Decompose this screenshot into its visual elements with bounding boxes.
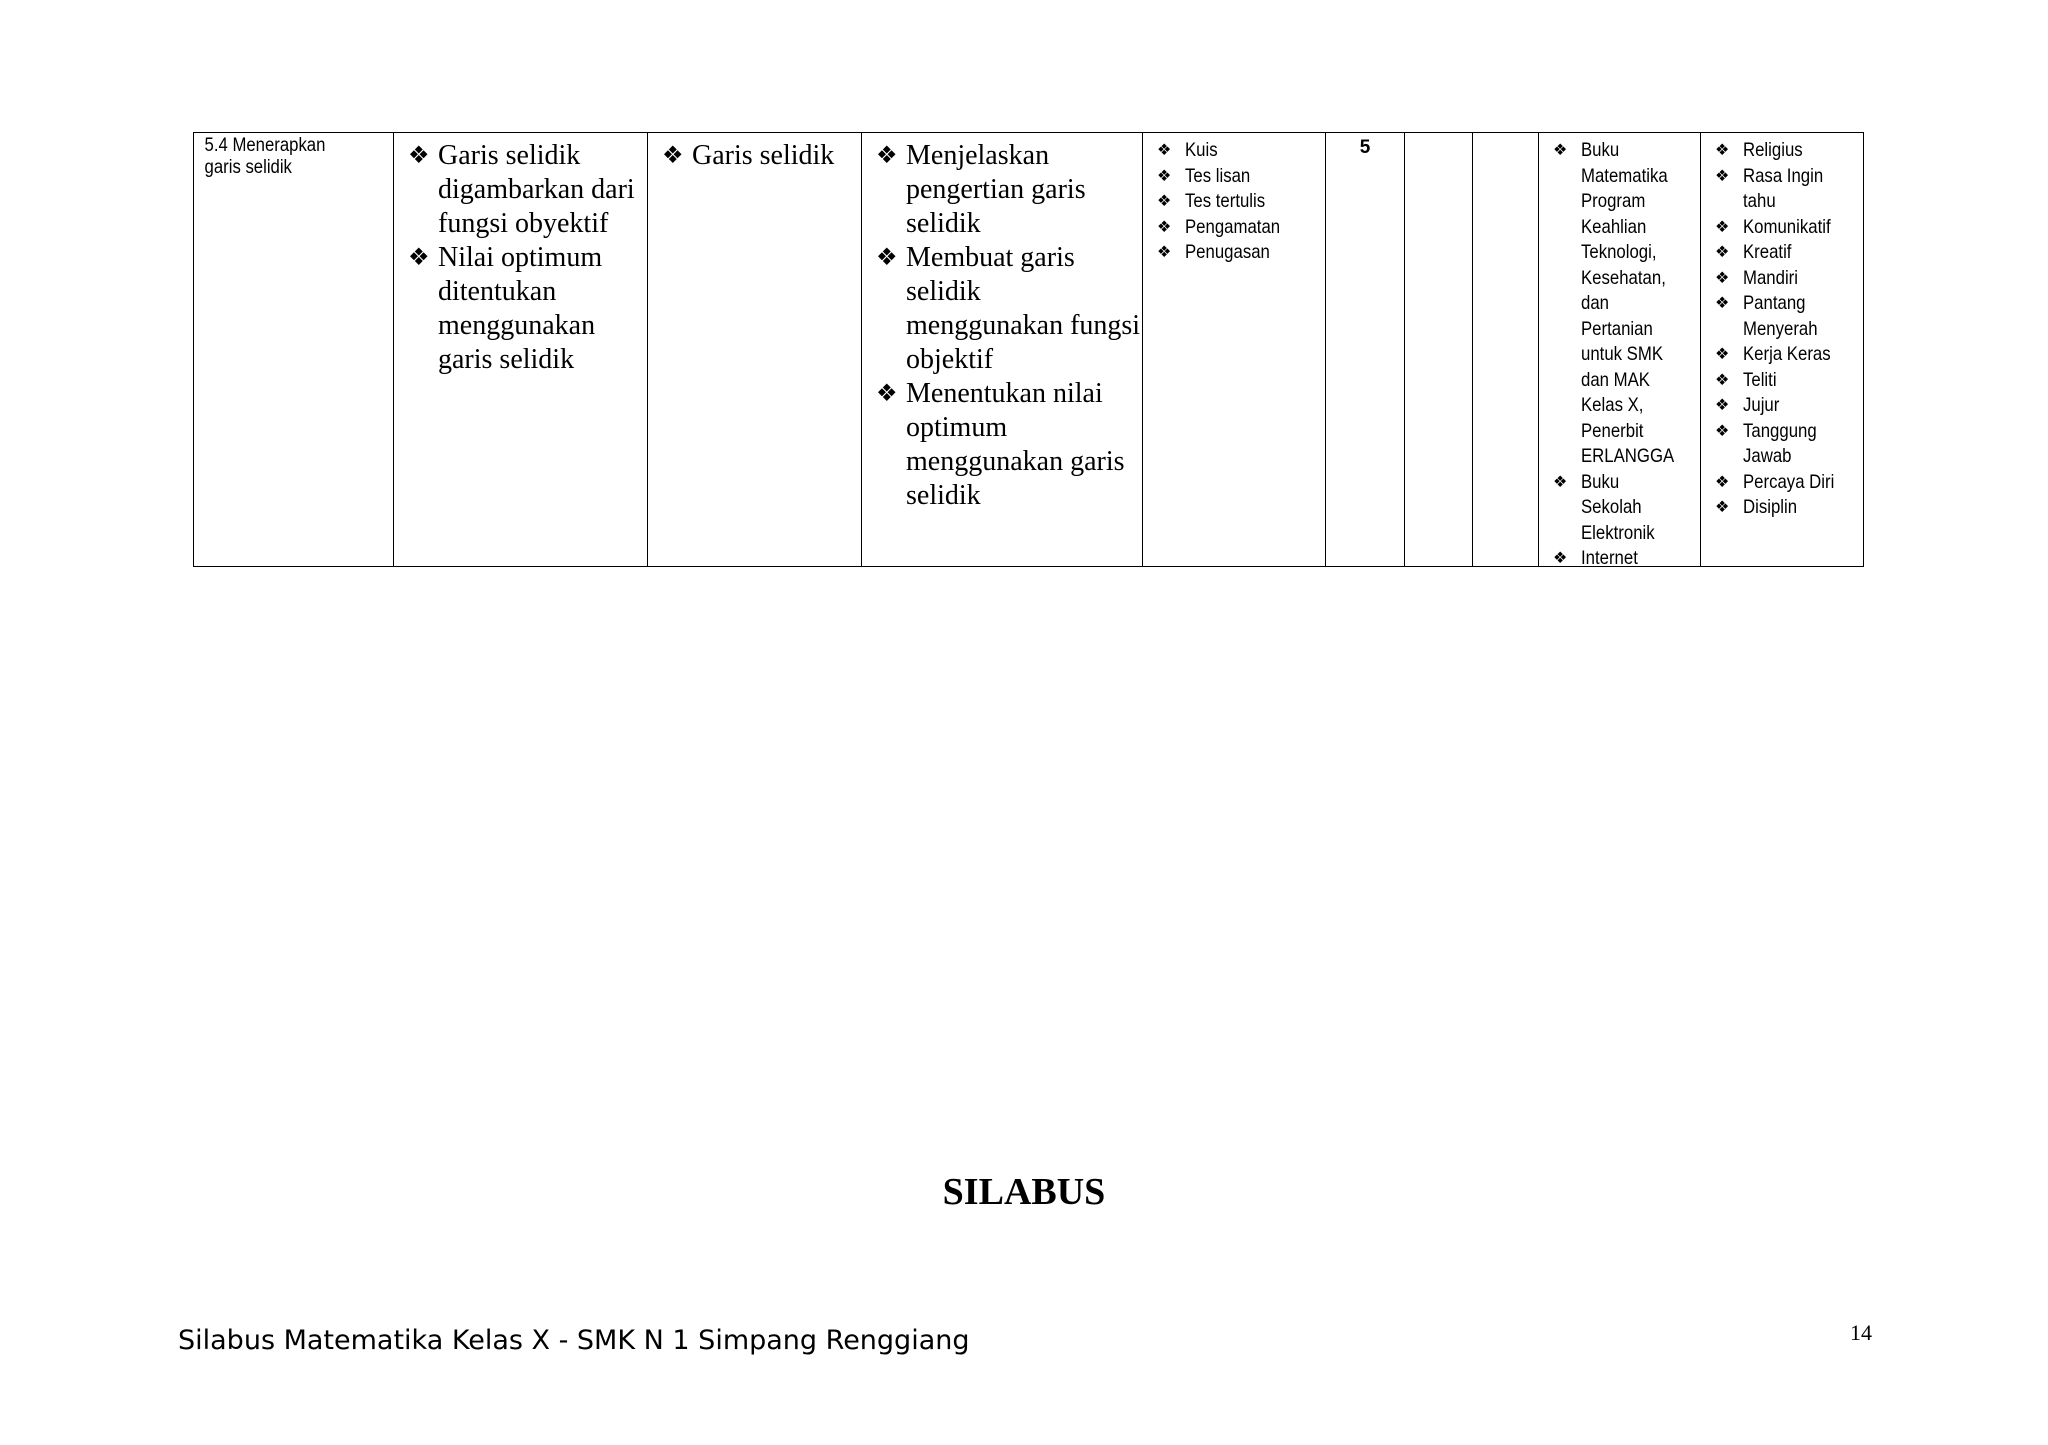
footer-text: Silabus Matematika Kelas X - SMK N 1 Simpang Renggiang <box>178 1325 970 1356</box>
sumber-belajar-cell <box>1539 133 1701 567</box>
kegiatan-list <box>862 139 1142 513</box>
diamond-bullet-icon: ❖ <box>1715 499 1730 516</box>
kegiatan-cell <box>862 133 1143 567</box>
list-item: ❖ Nilai optimum ditentukan menggunakan garis selidik <box>408 242 603 375</box>
diamond-bullet-icon: ❖ <box>1715 295 1730 312</box>
diamond-bullet-icon: ❖ <box>1715 346 1730 363</box>
list-item: ❖ Percaya Diri <box>1715 470 1863 496</box>
alokasi-waktu-cell <box>1326 133 1405 567</box>
list-item: ❖ Garis selidik digambarkan dari fungsi obyektif <box>408 140 635 239</box>
list-item: ❖ Kreatif <box>1715 240 1863 266</box>
diamond-bullet-icon: ❖ <box>1715 244 1730 261</box>
table-row <box>194 133 1864 567</box>
list-item: ❖ Internet <box>1553 546 1700 566</box>
diamond-bullet-icon: ❖ <box>1715 269 1730 287</box>
list-item: ❖ Komunikatif <box>1715 215 1863 241</box>
diamond-bullet-icon: ❖ <box>876 381 898 407</box>
diamond-bullet-icon: ❖ <box>1157 244 1172 261</box>
list-item: ❖ Religius <box>1715 138 1863 164</box>
materi-cell <box>648 133 862 567</box>
list-item: ❖ Tes tertulis <box>1157 189 1325 215</box>
list-item: ❖ Tanggung Jawab <box>1715 419 1817 467</box>
list-item: ❖ Garis selidik <box>662 140 835 171</box>
list-item: ❖ Kuis <box>1157 138 1325 164</box>
diamond-bullet-icon: ❖ <box>1715 167 1730 185</box>
page-title: SILABUS <box>942 1171 1106 1213</box>
diamond-bullet-icon: ❖ <box>1715 142 1730 159</box>
list-item: ❖ Penugasan <box>1157 240 1325 266</box>
penilaian-cell <box>1143 133 1326 567</box>
nilai-karakter-list <box>1701 138 1863 521</box>
diamond-bullet-icon: ❖ <box>1715 397 1730 414</box>
diamond-bullet-icon: ❖ <box>1553 473 1568 491</box>
diamond-bullet-icon: ❖ <box>1715 218 1730 236</box>
list-item: ❖ Pantang Menyerah <box>1715 292 1818 340</box>
list-item: ❖ Disiplin <box>1715 495 1863 521</box>
diamond-bullet-icon: ❖ <box>1715 371 1730 389</box>
diamond-bullet-icon: ❖ <box>1715 422 1730 440</box>
indikator-cell <box>394 133 648 567</box>
list-item: ❖ Menentukan nilai optimum menggunakan garis selidik <box>876 378 1125 511</box>
diamond-bullet-icon: ❖ <box>1157 167 1172 185</box>
empty-cell <box>1405 133 1473 567</box>
diamond-bullet-icon: ❖ <box>1553 142 1568 159</box>
indikator-list <box>394 139 647 377</box>
list-item: ❖ Tes lisan <box>1157 164 1325 190</box>
diamond-bullet-icon: ❖ <box>1157 193 1172 210</box>
list-item: ❖ Pengamatan <box>1157 215 1325 241</box>
diamond-bullet-icon: ❖ <box>1157 218 1172 236</box>
empty-cell <box>1473 133 1539 567</box>
kompetensi-dasar-text: 5.4 Menerapkan garis selidik <box>204 135 326 178</box>
materi-list <box>648 139 861 173</box>
diamond-bullet-icon: ❖ <box>1553 550 1568 566</box>
sumber-belajar-list <box>1539 138 1700 566</box>
diamond-bullet-icon: ❖ <box>408 143 430 169</box>
diamond-bullet-icon: ❖ <box>662 143 684 169</box>
list-item: ❖ Teliti <box>1715 368 1863 394</box>
list-item: ❖ Mandiri <box>1715 266 1863 292</box>
diamond-bullet-icon: ❖ <box>1715 473 1730 491</box>
alokasi-waktu-value: 5 <box>1359 137 1371 158</box>
diamond-bullet-icon: ❖ <box>876 143 898 169</box>
list-item: ❖ Menjelaskan pengertian garis selidik <box>876 140 1086 239</box>
kompetensi-dasar-cell <box>194 133 394 567</box>
list-item: ❖ Buku Matematika Program Keahlian Teknologi, Kesehatan, dan Pertanian untuk SMK dan MAK Kelas X, Penerbit ERLANGGA <box>1553 139 1675 467</box>
syllabus-table <box>193 132 1864 567</box>
penilaian-list <box>1143 138 1325 266</box>
diamond-bullet-icon: ❖ <box>408 245 430 271</box>
list-item: ❖ Buku Sekolah Elektronik <box>1553 470 1655 544</box>
diamond-bullet-icon: ❖ <box>1157 142 1172 159</box>
list-item: ❖ Jujur <box>1715 393 1863 419</box>
page-number: 14 <box>1850 1320 1872 1345</box>
nilai-karakter-cell <box>1701 133 1864 567</box>
diamond-bullet-icon: ❖ <box>876 245 898 271</box>
list-item: ❖ Rasa Ingin tahu <box>1715 164 1824 212</box>
list-item: ❖ Kerja Keras <box>1715 342 1863 368</box>
list-item: ❖ Membuat garis selidik menggunakan fungsi objektif <box>876 242 1141 375</box>
